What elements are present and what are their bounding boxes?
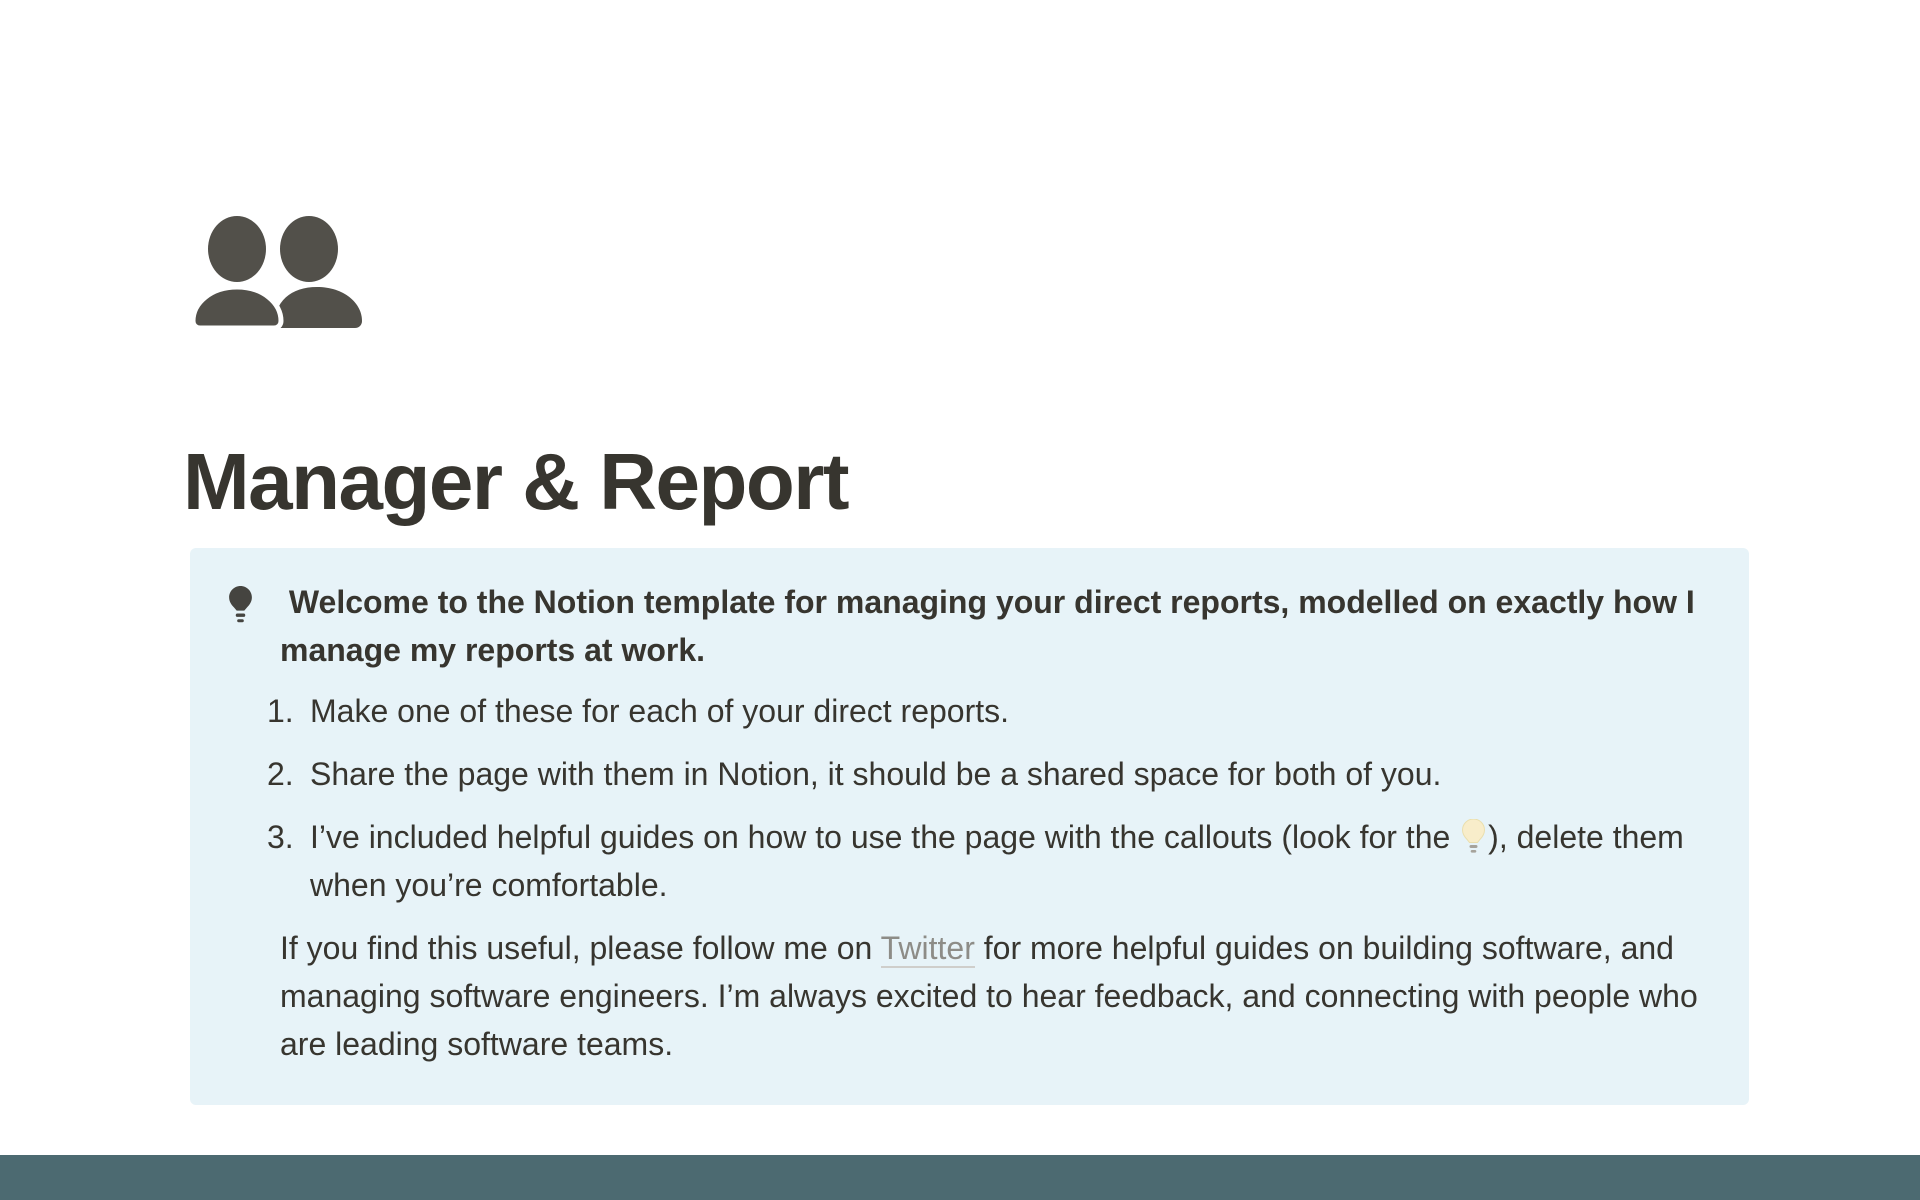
callout-block: [190, 548, 1749, 1105]
bottom-bar: [0, 1155, 1920, 1200]
list-item-text-before-emoji: I’ve included helpful guides on how to use the page with the callouts (look for the: [310, 819, 1460, 855]
list-item-marker: 1.: [267, 693, 294, 729]
lightbulb-icon[interactable]: [229, 586, 252, 623]
list-item-marker: 3.: [267, 819, 294, 855]
list-item-text: Share the page with them in Notion, it should be a shared space for both of you.: [310, 756, 1442, 792]
two-people-icon-svg: [189, 216, 367, 328]
callout-content: [267, 578, 1710, 1068]
list-item: [267, 750, 1710, 798]
lightbulb-icon-svg: [229, 586, 252, 623]
page-title[interactable]: Manager & Report: [183, 437, 848, 526]
lightbulb-emoji: [1461, 819, 1486, 853]
list-item-text-after-emoji: ), delete them when you’re comfortable.: [310, 819, 1684, 903]
callout-footer-paragraph: [280, 924, 1710, 1068]
list-item-text: Make one of these for each of your direct reports.: [310, 693, 1010, 729]
list-item-marker: 2.: [267, 756, 294, 792]
two-people-icon[interactable]: [189, 216, 367, 328]
footer-text-after-link: for more helpful guides on building software, and managing software engineers. I’m always excited to hear feedback, and connecting with people who are leading software teams.: [280, 930, 1698, 1062]
list-item-text: [310, 813, 1710, 909]
twitter-link[interactable]: Twitter: [880, 930, 975, 966]
list-item: [267, 813, 1710, 909]
callout-numbered-list: [267, 687, 1710, 909]
callout-intro-text: Welcome to the Notion template for managing your direct reports, modelled on exactly how I manage my reports at work.: [280, 584, 1704, 668]
list-item: [267, 687, 1710, 735]
footer-text-before-link: If you find this useful, please follow me on: [280, 930, 881, 966]
